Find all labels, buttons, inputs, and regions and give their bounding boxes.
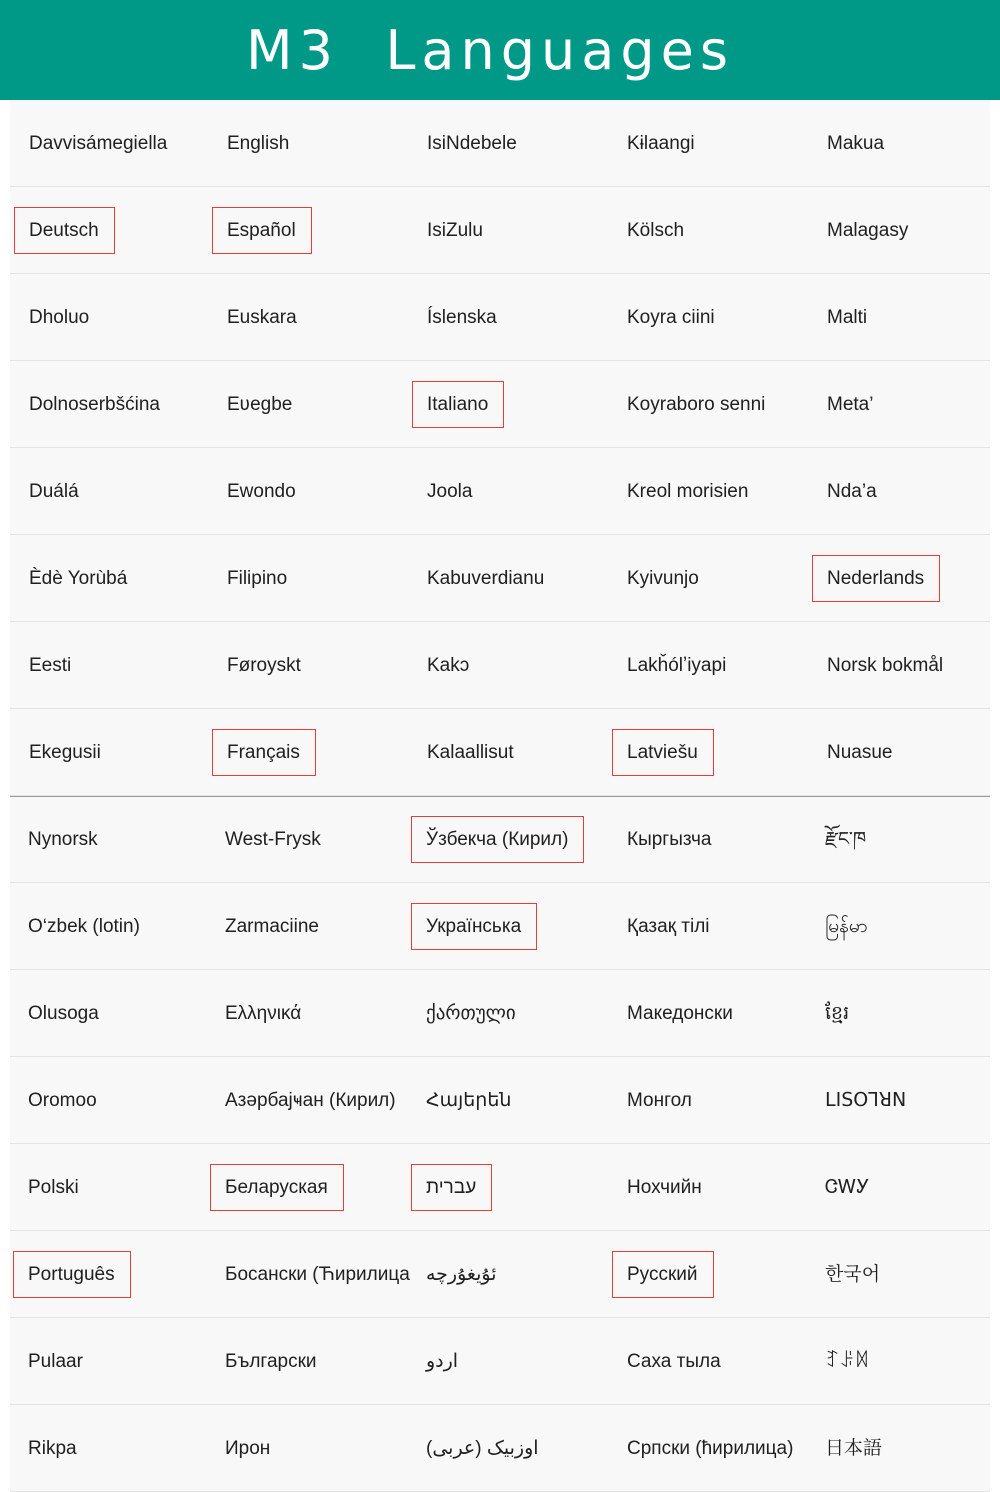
language-label: Oromoo <box>28 1089 97 1111</box>
language-option[interactable] <box>28 970 224 1057</box>
language-label: Joola <box>427 480 473 502</box>
language-option[interactable] <box>825 1405 1000 1492</box>
language-row <box>10 796 990 883</box>
language-label: Polski <box>28 1176 79 1198</box>
language-option[interactable] <box>827 535 1000 622</box>
language-row <box>10 970 990 1057</box>
language-option[interactable] <box>28 1231 224 1318</box>
language-option[interactable] <box>227 361 423 448</box>
language-label: Русский <box>627 1263 698 1285</box>
language-label: Euskara <box>227 306 297 328</box>
language-option[interactable] <box>627 361 823 448</box>
language-option[interactable] <box>427 274 623 361</box>
language-label: Dolnoserbšćina <box>29 393 160 415</box>
language-option[interactable] <box>29 535 225 622</box>
language-label: Føroyskt <box>227 654 301 676</box>
language-label: Български <box>225 1350 317 1372</box>
language-label: Ελληνικά <box>225 1002 302 1024</box>
language-label: ئۇيغۇرچە <box>426 1263 497 1285</box>
language-label: Rikpa <box>28 1437 77 1459</box>
language-label: IsiZulu <box>427 219 483 241</box>
language-row <box>10 1405 990 1492</box>
language-option[interactable] <box>426 970 622 1057</box>
language-option[interactable] <box>227 100 423 187</box>
language-label: Duálá <box>29 480 79 502</box>
language-label: اوزبیک (عربی) <box>426 1437 539 1459</box>
language-option[interactable] <box>427 709 623 796</box>
language-label: Македонски <box>627 1002 733 1024</box>
language-option[interactable] <box>29 622 225 709</box>
language-label: Íslenska <box>427 306 497 328</box>
language-option[interactable] <box>28 1144 224 1231</box>
language-option[interactable] <box>827 361 1000 448</box>
language-label: Malti <box>827 306 868 328</box>
language-option[interactable] <box>225 970 421 1057</box>
language-label: Meta’ <box>827 393 874 415</box>
language-row <box>10 883 990 970</box>
language-label: Босански (Ћирилица <box>225 1263 410 1285</box>
language-label: Makua <box>827 132 885 154</box>
language-row <box>10 187 990 274</box>
language-row <box>10 709 990 796</box>
language-option[interactable] <box>426 796 622 883</box>
language-label: Eesti <box>29 654 72 676</box>
language-option[interactable] <box>29 361 225 448</box>
language-option[interactable] <box>627 100 823 187</box>
language-option[interactable] <box>227 709 423 796</box>
language-label: Olusoga <box>28 1002 99 1024</box>
language-label: ꓡꓲꓢꓳꓶꓤꓠ <box>825 1089 907 1111</box>
language-option[interactable] <box>29 274 225 361</box>
language-label: Kabuverdianu <box>427 567 545 589</box>
language-option[interactable] <box>426 1318 622 1405</box>
language-option[interactable] <box>627 970 823 1057</box>
language-option[interactable] <box>225 1405 421 1492</box>
language-option[interactable] <box>28 1318 224 1405</box>
language-label: Ewondo <box>227 480 296 502</box>
language-label: Српски (ћирилица) <box>627 1437 794 1459</box>
language-label: Français <box>227 741 300 763</box>
language-row <box>10 1057 990 1144</box>
language-option[interactable] <box>825 883 1000 970</box>
language-option[interactable] <box>627 622 823 709</box>
language-option[interactable] <box>627 535 823 622</box>
language-label: Ўзбекча (Кирил) <box>426 828 569 850</box>
page-title: M3 Languages <box>246 18 734 82</box>
language-option[interactable] <box>627 187 823 274</box>
language-label: Pulaar <box>28 1350 83 1372</box>
language-option[interactable] <box>29 709 225 796</box>
language-label: Èdè Yorùbá <box>29 567 128 589</box>
language-row <box>10 1231 990 1318</box>
language-option[interactable] <box>427 448 623 535</box>
language-option[interactable] <box>225 1318 421 1405</box>
language-option[interactable] <box>627 1231 823 1318</box>
language-option[interactable] <box>627 448 823 535</box>
language-label: Latviešu <box>627 741 698 763</box>
language-label: English <box>227 132 290 154</box>
language-option[interactable] <box>227 274 423 361</box>
language-option[interactable] <box>227 535 423 622</box>
language-option[interactable] <box>28 883 224 970</box>
language-row <box>10 100 990 187</box>
language-option[interactable] <box>427 100 623 187</box>
language-label: Kyivunjo <box>627 567 699 589</box>
language-label: ខ្មែរ <box>825 1002 850 1024</box>
language-label: Português <box>28 1263 115 1285</box>
language-label: Español <box>227 219 296 241</box>
language-option[interactable] <box>827 274 1000 361</box>
language-option[interactable] <box>827 100 1000 187</box>
language-label: Deutsch <box>29 219 99 241</box>
language-row <box>10 448 990 535</box>
language-option[interactable] <box>225 883 421 970</box>
language-label: Filipino <box>227 567 288 589</box>
language-option[interactable] <box>225 1057 421 1144</box>
language-option[interactable] <box>427 535 623 622</box>
language-row <box>10 1144 990 1231</box>
language-label: Саха тыла <box>627 1350 721 1372</box>
language-label: Koyra ciini <box>627 306 715 328</box>
language-label: Кыргызча <box>627 828 712 850</box>
language-option[interactable] <box>29 100 225 187</box>
language-row <box>10 622 990 709</box>
language-option[interactable] <box>827 622 1000 709</box>
language-label: IsiNdebele <box>427 132 517 154</box>
language-option[interactable] <box>227 187 423 274</box>
language-label: རྫོང་ཁ <box>825 828 867 850</box>
language-option[interactable] <box>427 361 623 448</box>
language-option[interactable] <box>225 1144 421 1231</box>
language-option[interactable] <box>627 1057 823 1144</box>
language-option[interactable] <box>627 709 823 796</box>
language-option[interactable] <box>627 1144 823 1231</box>
language-label: Kreol morisien <box>627 480 749 502</box>
language-label: Nuasue <box>827 741 893 763</box>
language-label: Malagasy <box>827 219 909 241</box>
language-option[interactable] <box>627 1318 823 1405</box>
language-label: עברית <box>426 1176 477 1198</box>
language-label: Kalaallisut <box>427 741 514 763</box>
language-label: West-Frysk <box>225 828 321 850</box>
language-option[interactable] <box>825 1231 1000 1318</box>
language-option[interactable] <box>227 448 423 535</box>
language-option[interactable] <box>627 796 823 883</box>
language-label: ქართული <box>426 1002 516 1024</box>
language-label: ꆈꌠꉙ <box>825 1350 870 1372</box>
language-label: Lakȟólʼiyapi <box>627 654 727 676</box>
language-row <box>10 274 990 361</box>
language-option[interactable] <box>29 187 225 274</box>
language-label: Kɨlaangi <box>627 132 695 154</box>
language-option[interactable] <box>825 796 1000 883</box>
language-label: Italiano <box>427 393 489 415</box>
language-label: Eʋegbe <box>227 393 293 415</box>
language-label: Қазақ тілі <box>627 915 710 937</box>
language-label: Ирон <box>225 1437 271 1459</box>
language-option[interactable] <box>28 1405 224 1492</box>
language-option[interactable] <box>426 1144 622 1231</box>
language-label: Հայերեն <box>426 1089 512 1111</box>
language-label: Монгол <box>627 1089 692 1111</box>
language-option[interactable] <box>627 1405 823 1492</box>
language-option[interactable] <box>426 1405 622 1492</box>
language-option[interactable] <box>29 448 225 535</box>
language-label: Nynorsk <box>28 828 98 850</box>
app-header <box>0 0 1000 100</box>
language-option[interactable] <box>427 187 623 274</box>
language-label: Українська <box>426 915 522 937</box>
language-label: Kakɔ <box>427 654 470 676</box>
language-label: Нохчийн <box>627 1176 702 1198</box>
language-option[interactable] <box>827 187 1000 274</box>
language-row <box>10 535 990 622</box>
language-option[interactable] <box>28 1057 224 1144</box>
language-row <box>10 1318 990 1405</box>
language-label: Азәрбајҹан (Кирил) <box>225 1089 396 1111</box>
language-label: Davvisámegiella <box>29 132 168 154</box>
language-label: Nederlands <box>827 567 925 589</box>
language-label: Koyraboro senni <box>627 393 766 415</box>
language-grid <box>10 100 990 1492</box>
language-label: Nda’a <box>827 480 877 502</box>
language-option[interactable] <box>825 1318 1000 1405</box>
language-option[interactable] <box>427 622 623 709</box>
language-option[interactable] <box>28 796 224 883</box>
language-option[interactable] <box>426 1057 622 1144</box>
language-label: Ekegusii <box>29 741 101 763</box>
language-label: ᏣᎳᎩ <box>825 1176 870 1198</box>
language-option[interactable] <box>227 622 423 709</box>
language-label: မြန်မာ <box>825 915 868 937</box>
language-option[interactable] <box>627 883 823 970</box>
language-label: Беларуская <box>225 1176 328 1198</box>
language-option[interactable] <box>825 1057 1000 1144</box>
language-label: Kölsch <box>627 219 685 241</box>
language-label: 한국어 <box>825 1263 881 1285</box>
language-row <box>10 361 990 448</box>
language-option[interactable] <box>225 796 421 883</box>
language-label: اردو <box>426 1350 459 1372</box>
language-label: Zarmaciine <box>225 915 319 937</box>
language-option[interactable] <box>825 970 1000 1057</box>
language-option[interactable] <box>627 274 823 361</box>
language-label: Norsk bokmål <box>827 654 944 676</box>
language-label: Dholuo <box>29 306 90 328</box>
language-option[interactable] <box>827 448 1000 535</box>
language-option[interactable] <box>825 1144 1000 1231</box>
language-option[interactable] <box>225 1231 421 1318</box>
language-option[interactable] <box>827 709 1000 796</box>
language-option[interactable] <box>426 1231 622 1318</box>
language-label: O‘zbek (lotin) <box>28 915 140 937</box>
language-label: 日本語 <box>825 1437 883 1459</box>
language-option[interactable] <box>426 883 622 970</box>
